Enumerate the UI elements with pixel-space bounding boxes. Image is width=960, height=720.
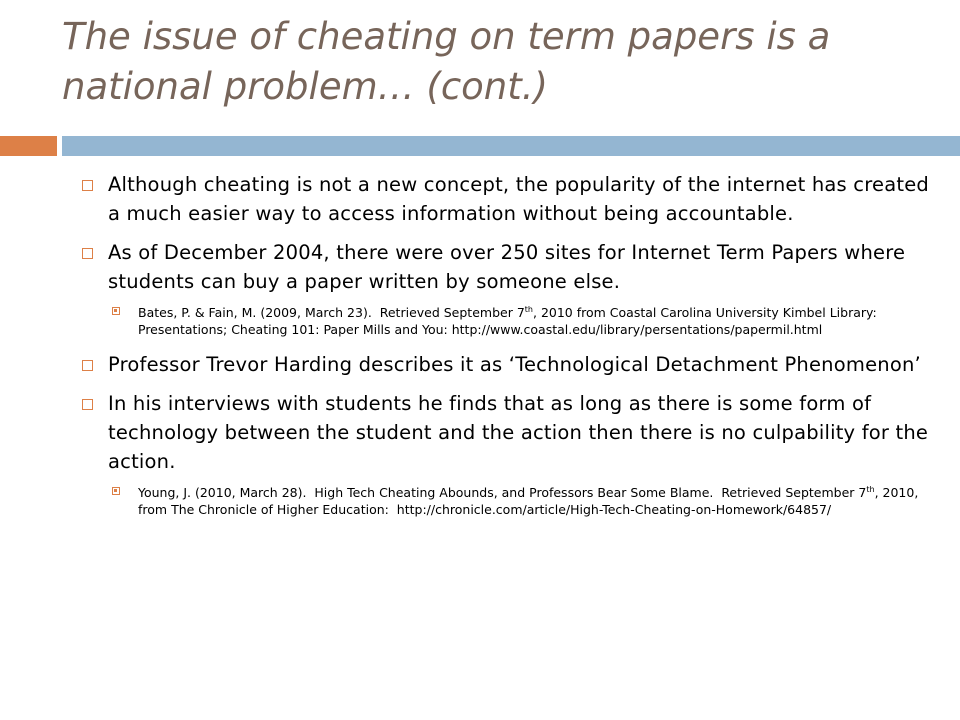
bullet-text: In his interviews with students he finds that as long as there is some form of technology between the student and the action then there is no culpability for the action.	[108, 392, 929, 473]
square-bullet-icon	[82, 248, 93, 259]
square-bullet-icon	[82, 399, 93, 410]
small-square-bullet-icon	[112, 487, 120, 495]
bullet-item	[80, 350, 940, 379]
bullet-item	[80, 170, 940, 228]
citation-item	[80, 484, 940, 518]
citation-superscript: th	[524, 304, 533, 314]
citation-text: Bates, P. & Fain, M. (2009, March 23). Retrieved September 7	[138, 305, 525, 320]
bullet-text: As of December 2004, there were over 250 sites for Internet Term Papers where students can buy a paper written by someone else.	[108, 241, 906, 293]
citation-superscript: th	[866, 484, 875, 494]
square-bullet-icon	[82, 180, 93, 191]
citation-item	[80, 304, 940, 338]
citation-text-cont: , 2010, from The Chronicle of Higher Education: http://chronicle.com/article/High-Tech-Cheating-on-Homework/64857/	[138, 485, 923, 517]
citation-text-cont: , 2010 from Coastal Carolina University Kimbel Library: Presentations; Cheating 101: Paper Mills and You: http://www.coastal.edu/library/persentations/papermil.html	[138, 305, 881, 337]
bullet-text: Professor Trevor Harding describes it as ‘Technological Detachment Phenomenon’	[108, 353, 921, 376]
small-square-bullet-icon	[112, 307, 120, 315]
square-bullet-icon	[82, 360, 93, 371]
accent-bar-orange	[0, 136, 57, 156]
citation-text: Young, J. (2010, March 28). High Tech Cheating Abounds, and Professors Bear Some Blame. Retrieved September 7	[138, 485, 867, 500]
slide-content	[80, 170, 940, 530]
slide-title: The issue of cheating on term papers is a national problem… (cont.)	[62, 15, 831, 108]
bullet-item	[80, 389, 940, 476]
bullet-item	[80, 238, 940, 296]
bullet-text: Although cheating is not a new concept, the popularity of the internet has created a much easier way to access information without being accountable.	[108, 173, 929, 225]
accent-bar-blue	[62, 136, 960, 156]
